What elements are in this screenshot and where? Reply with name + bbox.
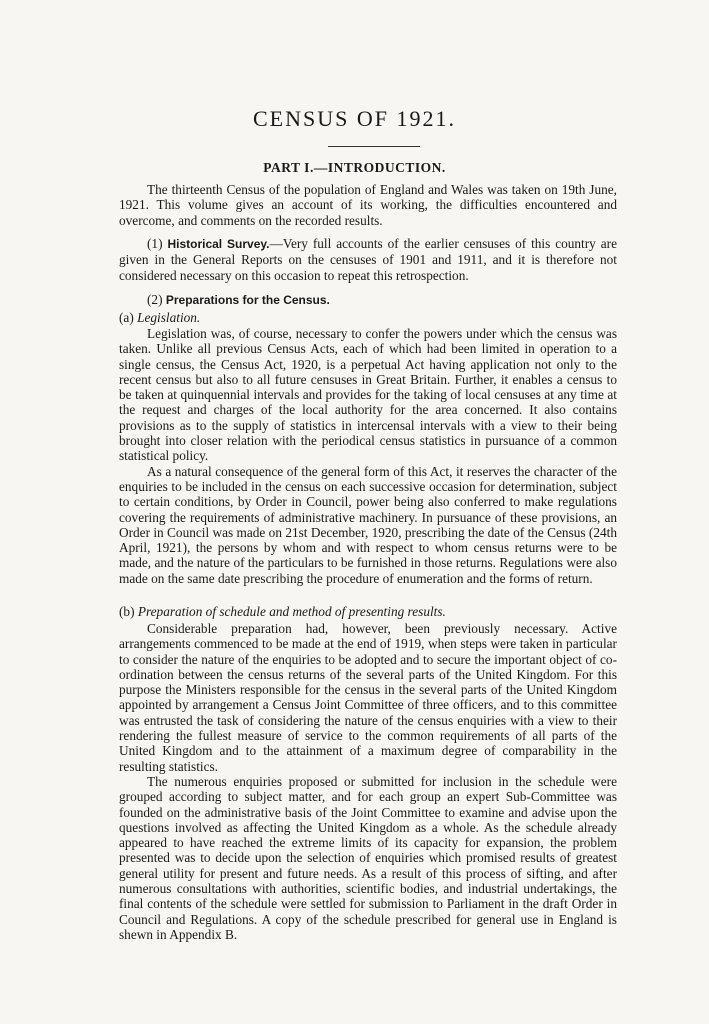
title-rule [328, 146, 420, 147]
subsection-label: (b) [119, 604, 135, 619]
subsection-title: Preparation of schedule and method of presenting results. [137, 604, 446, 619]
page-title: CENSUS OF 1921. [253, 106, 456, 131]
subsection-b-body [119, 621, 617, 942]
paragraph: Considerable preparation had, however, been previously necessary. Active arrangements commenced to be made at the end of 1919, when steps were taken in particular to consider the nature of the enquiries to be adopted and to secure the important object of co-ordination between the census returns of the several parts of the United Kingdom. For this purpose the Ministers responsible for the census in the several parts of the United Kingdom appointed by arrangement a Census Joint Committee of three officers, and to this committee was entrusted the task of considering the nature of the census enquiries with a view to their rendering the fullest measure of service to the common requirements of all parts of the United Kingdom and to the attainment of a maximum degree of comparability in the resulting statistics. [119, 621, 617, 774]
paragraph: As a natural consequence of the general form of this Act, it reserves the character of the enquiries to be included in the census on each successive occasion for determination, subject to certain conditions, by Order in Council, power being also conferred to make regulations covering the requirements of administrative machinery. In pursuance of these provisions, an Order in Council was made on 21st December, 1920, prescribing the date of the Census (24th April, 1921), the persons by whom and with respect to whom census returns were to be made, and the nature of the particulars to be furnished in those returns. Regulations were also made on the same date prescribing the procedure of enumeration and the forms of return. [119, 463, 617, 586]
intro-paragraph [119, 182, 617, 228]
subsection-a-heading [119, 310, 200, 325]
paragraph: The numerous enquiries proposed or submitted for inclusion in the schedule were grouped according to subject matter, and for each group an expert Sub-Committee was founded on the administrative basis of the Joint Committee to examine and advise upon the questions involved as affecting the United Kingdom as a whole. As the schedule already appeared to have reached the extreme limits of its capacity for expansion, the problem presented was to decide upon the selection of enquiries which promised results of greatest general utility for present and future needs. As a result of this process of sifting, and after numerous consultations with authorities, scientific bodies, and industrial undertakings, the final contents of the schedule were settled for submission to Parliament in the draft Order in Council and Regulations. A copy of the schedule prescribed for general use in England is shewn in Appendix B. [119, 773, 617, 942]
intro-text: The thirteenth Census of the population of England and Wales was taken on 19th June, 1921. This volume gives an account of its working, the difficulties encountered and overcome, and comments on the recorded results. [119, 182, 617, 228]
section-preparations-heading [147, 292, 330, 308]
section-heading: Historical Survey. [167, 237, 270, 251]
subsection-b-heading [119, 604, 446, 619]
part-heading: PART I.—INTRODUCTION. [263, 160, 446, 175]
paragraph: Legislation was, of course, necessary to confer the powers under which the census was taken. Unlike all previous Census Acts, each of which had been limited in operation to a single census, the Census Act, 1920, is a perpetual Act having application not only to the recent census but also to all future censuses in Great Britain. Further, it enables a census to be taken at quinquennial intervals and provides for the taking of local censuses at any time at the request and charges of the local authority for the area concerned. It also contains provisions as to the supply of statistics in intercensal intervals with a view to their being brought into closer relation with the periodical census statistics in pursuance of a common statistical policy. [119, 326, 617, 464]
subsection-label: (a) [119, 310, 134, 325]
section-historical-survey [119, 236, 617, 283]
subsection-a-body [119, 326, 617, 586]
section-number: (2) [147, 292, 163, 307]
section-heading: Preparations for the Census. [165, 293, 330, 307]
section-number: (1) [147, 236, 163, 251]
subsection-title: Legislation. [137, 310, 201, 325]
section-text: —Very full accounts of the earlier censuses of this country are given in the General Reports on the censuses of 1901 and 1911, and it is therefore not considered necessary on this occasion to repeat this retrospection. [119, 236, 617, 283]
